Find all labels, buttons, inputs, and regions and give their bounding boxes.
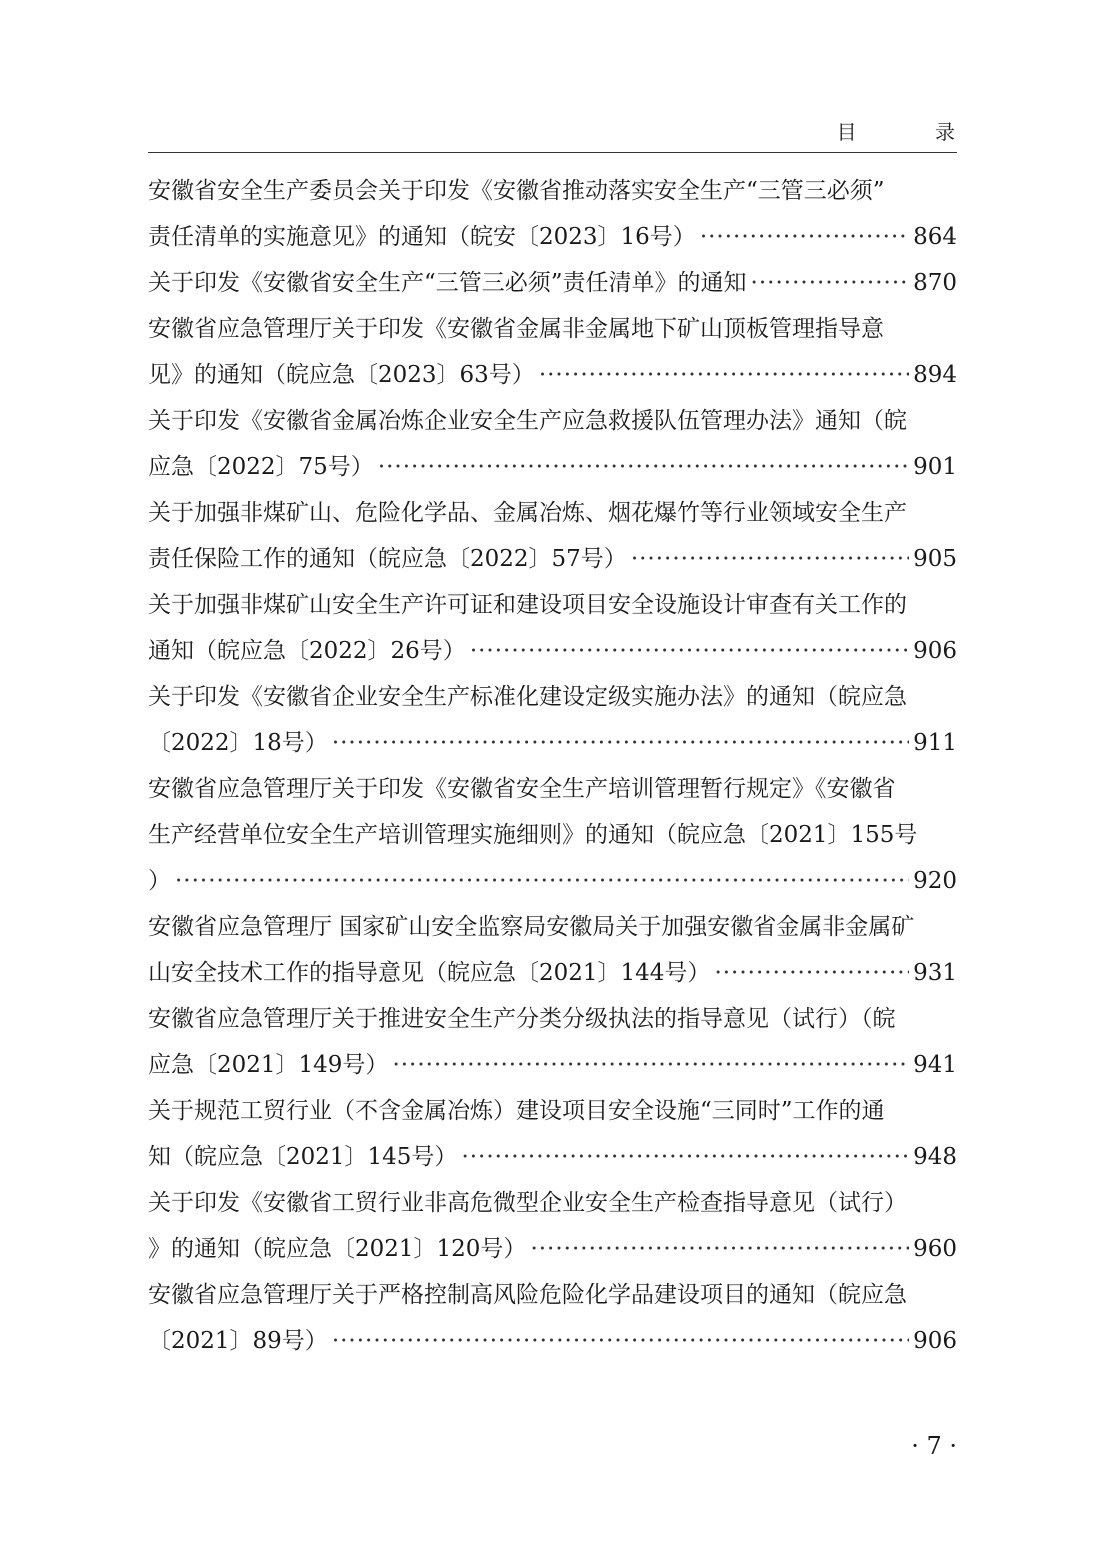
toc-entry-title-line: 关于印发《安徽省安全生产“三管三必须”责任清单》的通知 xyxy=(148,270,747,296)
toc-entry-title-line: 〔2022〕18号） xyxy=(148,730,328,756)
toc-entry[interactable] xyxy=(148,674,957,766)
toc-entry-title-line: 关于加强非煤矿山安全生产许可证和建设项目安全设施设计审查有关工作的 xyxy=(148,592,907,618)
toc-entry[interactable] xyxy=(148,996,957,1088)
toc-entry-title-line: 应急〔2022〕75号） xyxy=(148,454,374,480)
toc-page-number: 960 xyxy=(913,1236,957,1262)
toc-page-number: 920 xyxy=(913,868,957,894)
toc-entry-title-line: 应急〔2021〕149号） xyxy=(148,1052,389,1078)
toc-entry[interactable] xyxy=(148,306,957,398)
toc-entry-title-line: ） xyxy=(148,868,171,894)
dot-leader xyxy=(378,444,909,490)
toc-entry-title-line: 安徽省安全生产委员会关于印发《安徽省推动落实安全生产“三管三必须” xyxy=(148,178,885,204)
toc-entry-title-line: 关于印发《安徽省企业安全生产标准化建设定级实施办法》的通知（皖应急 xyxy=(148,684,907,710)
toc-page-number: 905 xyxy=(913,546,957,572)
toc-entry[interactable] xyxy=(148,1088,957,1180)
toc-entry-title-line: 责任保险工作的通知（皖应急〔2022〕57号） xyxy=(148,546,627,572)
toc-entry-last-line xyxy=(148,1226,957,1272)
toc-entry-title-line: 〔2021〕89号） xyxy=(148,1328,328,1354)
toc-page-number: 941 xyxy=(913,1052,957,1078)
dot-leader xyxy=(175,858,909,904)
toc-page-number: 931 xyxy=(913,960,957,986)
running-header-title: 目 录 xyxy=(836,120,991,144)
toc-entry-last-line xyxy=(148,1318,957,1364)
page-number: · 7 · xyxy=(911,1432,957,1460)
dot-leader xyxy=(530,1226,909,1272)
toc-entry-title-line: 责任清单的实施意见》的通知（皖安〔2023〕16号） xyxy=(148,224,696,250)
toc-entry-last-line xyxy=(148,950,957,996)
toc-entry-title-line: 见》的通知（皖应急〔2023〕63号） xyxy=(148,362,535,388)
toc-entry[interactable] xyxy=(148,168,957,260)
toc-entry[interactable] xyxy=(148,260,957,306)
toc-entry-title-line: 安徽省应急管理厅关于印发《安徽省安全生产培训管理暂行规定》《安徽省 xyxy=(148,776,896,802)
toc-entry-last-line xyxy=(148,1042,957,1088)
toc-entry[interactable] xyxy=(148,904,957,996)
toc-page-number: 901 xyxy=(913,454,957,480)
toc-entry[interactable] xyxy=(148,582,957,674)
toc-entry-last-line xyxy=(148,720,957,766)
dot-leader xyxy=(332,1318,909,1364)
dot-leader xyxy=(332,720,909,766)
toc-entry-last-line xyxy=(148,214,957,260)
toc-page-number: 894 xyxy=(913,362,957,388)
toc-entry-title-line: 关于印发《安徽省工贸行业非高危微型企业安全生产检查指导意见（试行） xyxy=(148,1190,907,1216)
table-of-contents xyxy=(148,168,957,1364)
toc-entry[interactable] xyxy=(148,766,957,904)
toc-entry-title-line: 安徽省应急管理厅 国家矿山安全监察局安徽局关于加强安徽省金属非金属矿 xyxy=(148,914,915,940)
dot-leader xyxy=(470,628,909,674)
toc-entry-last-line xyxy=(148,260,957,306)
dot-leader xyxy=(700,214,909,260)
toc-entry[interactable] xyxy=(148,398,957,490)
toc-entry-last-line xyxy=(148,858,957,904)
toc-page-number: 864 xyxy=(913,224,957,250)
dot-leader xyxy=(751,260,910,306)
toc-entry-title-line: 生产经营单位安全生产培训管理实施细则》的通知（皖应急〔2021〕155号 xyxy=(148,822,918,848)
toc-entry-title-line: 》的通知（皖应急〔2021〕120号） xyxy=(148,1236,527,1262)
toc-entry-last-line xyxy=(148,628,957,674)
dot-leader xyxy=(714,950,909,996)
toc-entry-title-line: 关于加强非煤矿山、危险化学品、金属冶炼、烟花爆竹等行业领域安全生产 xyxy=(148,500,907,526)
dot-leader xyxy=(631,536,909,582)
dot-leader xyxy=(392,1042,909,1088)
toc-page-number: 870 xyxy=(913,270,957,296)
dot-leader xyxy=(461,1134,909,1180)
toc-entry-title-line: 安徽省应急管理厅关于严格控制高风险危险化学品建设项目的通知（皖应急 xyxy=(148,1282,907,1308)
toc-entry[interactable] xyxy=(148,490,957,582)
toc-entry-last-line xyxy=(148,536,957,582)
toc-entry-title-line: 通知（皖应急〔2022〕26号） xyxy=(148,638,466,664)
toc-entry-last-line xyxy=(148,444,957,490)
running-header xyxy=(148,116,991,153)
toc-page-number: 948 xyxy=(913,1144,957,1170)
toc-page-number: 906 xyxy=(913,638,957,664)
toc-entry-title-line: 安徽省应急管理厅关于印发《安徽省金属非金属地下矿山顶板管理指导意 xyxy=(148,316,884,342)
toc-entry-title-line: 知（皖应急〔2021〕145号） xyxy=(148,1144,458,1170)
toc-entry-title-line: 关于印发《安徽省金属冶炼企业安全生产应急救援队伍管理办法》通知（皖 xyxy=(148,408,907,434)
toc-entry-title-line: 关于规范工贸行业（不含金属冶炼）建设项目安全设施“三同时”工作的通 xyxy=(148,1098,885,1124)
toc-page-number: 911 xyxy=(913,730,957,756)
toc-entry-title-line: 山安全技术工作的指导意见（皖应急〔2021〕144号） xyxy=(148,960,711,986)
toc-entry[interactable] xyxy=(148,1180,957,1272)
toc-page-number: 906 xyxy=(913,1328,957,1354)
toc-entry-last-line xyxy=(148,352,957,398)
toc-entry[interactable] xyxy=(148,1272,957,1364)
toc-entry-title-line: 安徽省应急管理厅关于推进安全生产分类分级执法的指导意见（试行）（皖 xyxy=(148,1006,896,1032)
toc-entry-last-line xyxy=(148,1134,957,1180)
dot-leader xyxy=(539,352,909,398)
